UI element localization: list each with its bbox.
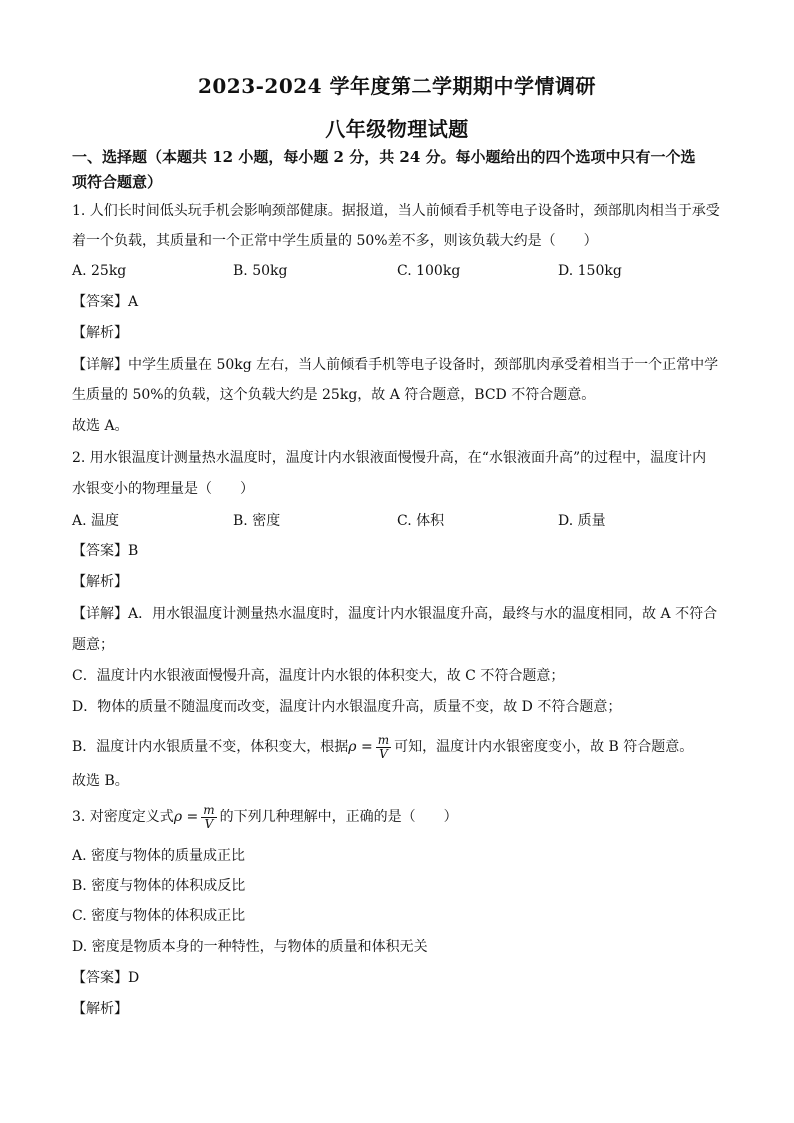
section-heading-cont: 项符合题意）: [72, 173, 163, 191]
question-2-detail-a: 【详解】A．用水银温度计测量热水温度时，温度计内水银温度升高，最终与水的温度相同，故 A 不符合: [72, 606, 718, 622]
question-2-detail-b-before: B．温度计内水银质量不变，体积变大，根据: [72, 739, 349, 755]
question-2-option-c: C. 体积: [397, 513, 445, 529]
formula-numerator: m: [203, 802, 215, 817]
question-3-option-a: A. 密度与物体的质量成正比: [72, 848, 246, 864]
question-2-option-b: B. 密度: [233, 513, 281, 529]
question-2-detail-a-cont: 题意；: [72, 637, 114, 653]
formula-denominator: V: [204, 816, 214, 831]
section-heading: 一、选择题（本题共 12 小题，每小题 2 分，共 24 分。每小题给出的四个选项中只有一个选: [72, 148, 696, 166]
question-2-detail-b-after: 可知，温度计内水银密度变小，故 B 符合题意。: [394, 739, 694, 755]
density-symbol: ρ =: [348, 739, 373, 755]
question-2-option-a: A. 温度: [72, 513, 120, 529]
question-2-stem: 2. 用水银温度计测量热水温度时，温度计内水银液面慢慢升高，在“水银液面升高”的过程中，温度计内: [72, 450, 707, 466]
question-2-stem-cont: 水银变小的物理量是（ ）: [72, 481, 254, 497]
question-1-detail: 【详解】中学生质量在 50kg 左右，当人前倾看手机等电子设备时，颈部肌肉承受着相当于一个正常中学: [72, 357, 719, 373]
question-2-detail-d: D．物体的质量不随温度而改变，温度计内水银温度升高，质量不变，故 D 不符合题意；: [72, 699, 622, 715]
question-1-stem-cont: 着一个负载，其质量和一个正常中学生质量的 50%差不多，则该负载大约是（ ）: [72, 233, 598, 249]
question-3-stem-before: 3. 对密度定义式: [72, 809, 174, 825]
question-3-option-d: D. 密度是物质本身的一种特性，与物体的质量和体积无关: [72, 939, 428, 955]
question-3-option-c: C. 密度与物体的体积成正比: [72, 908, 246, 924]
exam-title: 2023-2024 学年度第二学期期中学情调研: [197, 74, 597, 98]
density-formula-fraction: [201, 804, 216, 831]
formula-denominator: V: [379, 746, 388, 761]
question-1-analysis-label: 【解析】: [72, 325, 128, 341]
question-2-detail-b: [72, 730, 732, 764]
question-1-option-a: A. 25kg: [72, 263, 127, 279]
question-1-stem: 1. 人们长时间低头玩手机会影响颈部健康。据报道，当人前倾看手机等电子设备时，颈部肌肉相当于承受: [72, 203, 720, 219]
exam-subtitle: 八年级物理试题: [325, 117, 469, 141]
question-2-analysis-label: 【解析】: [72, 574, 128, 590]
question-2-detail-c: C．温度计内水银液面慢慢升高，温度计内水银的体积变大，故 C 不符合题意；: [72, 668, 565, 684]
question-1-conclusion: 故选 A。: [72, 418, 129, 434]
question-1-detail-cont: 生质量的 50%的负载，这个负载大约是 25kg，故 A 符合题意，BCD 不符合题意。: [72, 387, 596, 403]
density-formula-fraction: [376, 734, 391, 761]
question-1-option-b: B. 50kg: [233, 263, 288, 279]
question-2-option-d: D. 质量: [558, 513, 606, 529]
density-symbol: ρ =: [173, 809, 199, 825]
question-2-answer: 【答案】B: [72, 543, 139, 559]
question-3-stem-after: 的下列几种理解中，正确的是（ ）: [219, 809, 458, 825]
question-1-answer: 【答案】A: [72, 294, 139, 310]
question-1-option-d: D. 150kg: [558, 263, 622, 279]
question-3-option-b: B. 密度与物体的体积成反比: [72, 878, 246, 894]
question-3-stem: [72, 800, 732, 834]
question-3-analysis-label: 【解析】: [72, 1001, 128, 1017]
question-3-answer: 【答案】D: [72, 970, 140, 986]
question-2-conclusion: 故选 B。: [72, 773, 129, 789]
formula-numerator: m: [377, 732, 390, 747]
question-1-option-c: C. 100kg: [397, 263, 461, 279]
